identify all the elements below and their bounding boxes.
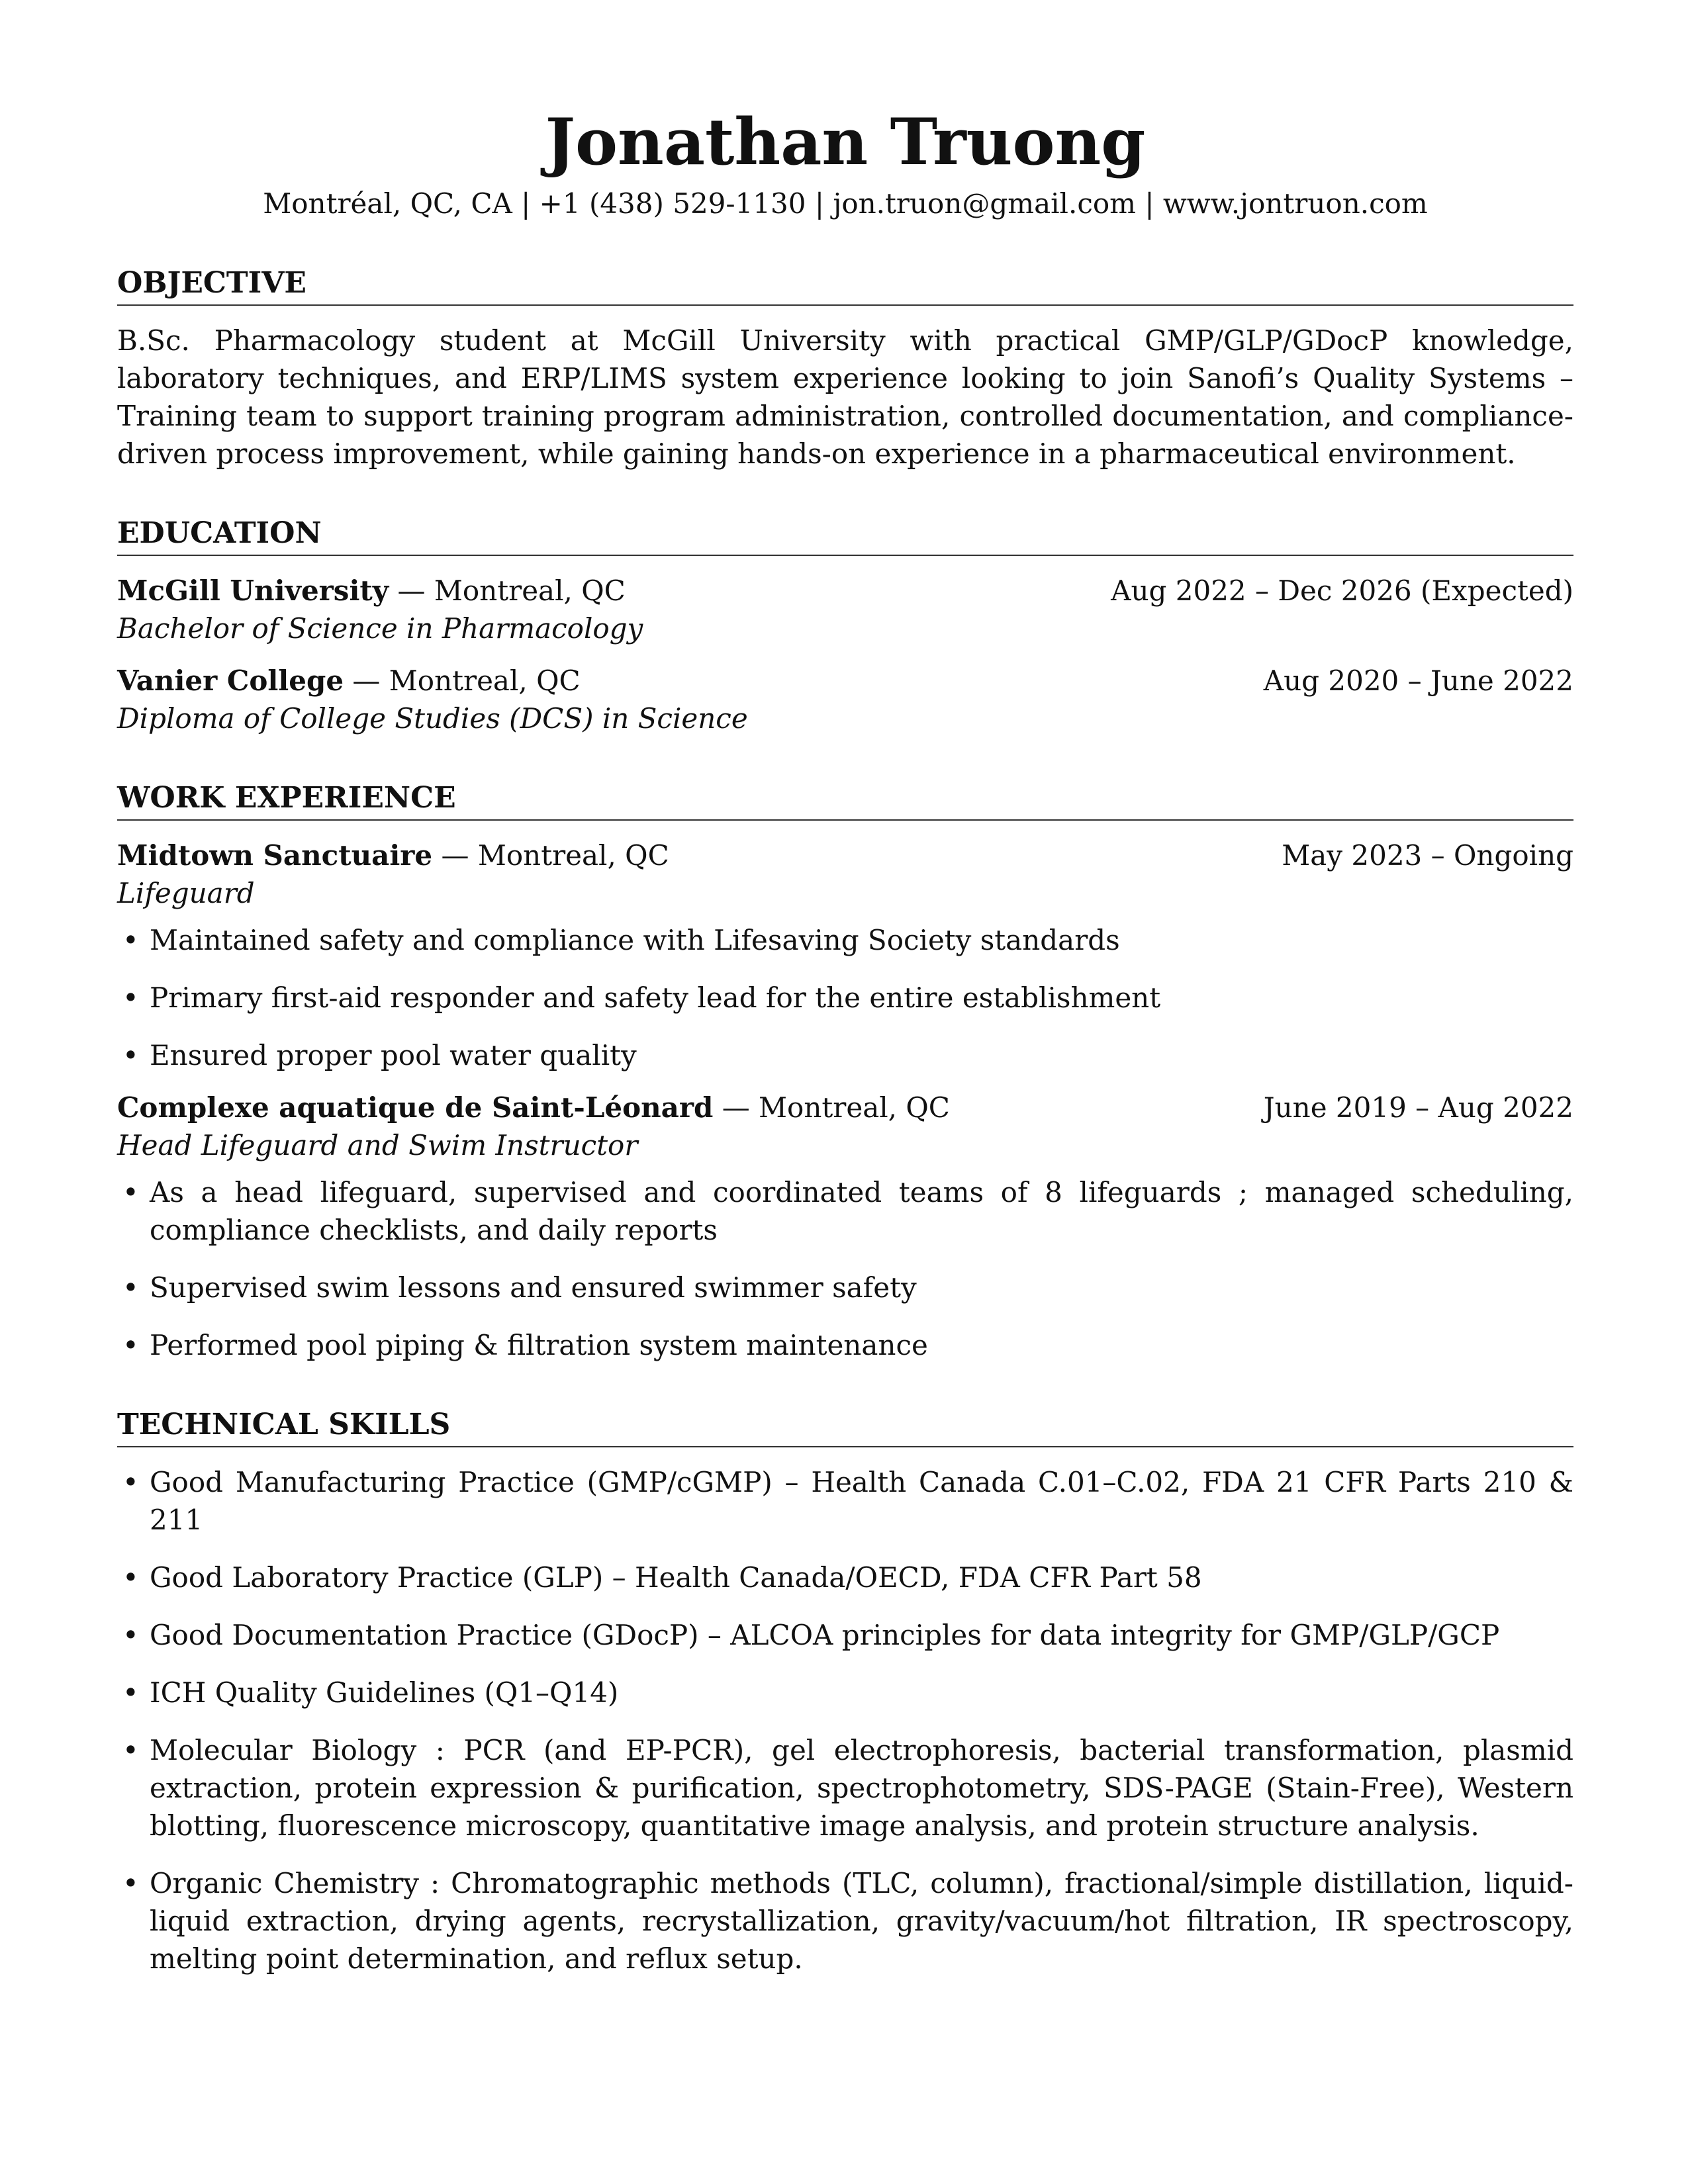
entry-header [117, 662, 1573, 700]
candidate-name: Jonathan Truong [545, 105, 1146, 179]
list-item-text: Good Laboratory Practice (GLP) – Health Canada/OECD, FDA CFR Part 58 [150, 1561, 1202, 1594]
entry-org-line [117, 572, 626, 610]
list-item-text: Performed pool piping & filtration system maintenance [150, 1329, 928, 1361]
list-item [117, 1036, 1573, 1074]
entry-org: McGill University [117, 574, 389, 607]
list-item-text: Supervised swim lessons and ensured swimmer safety [150, 1271, 917, 1304]
entry-header [117, 837, 1573, 874]
list-item-text: As a head lifeguard, supervised and coordinated teams of 8 lifeguards ; managed scheduling, compliance checklists, and daily reports [150, 1176, 1573, 1246]
entry-location: — Montreal, QC [432, 839, 669, 872]
section-title-skills: TECHNICAL SKILLS [117, 1406, 1573, 1447]
objective-section [117, 265, 1573, 473]
list-item [117, 1463, 1573, 1539]
list-item-text: Good Manufacturing Practice (GMP/cGMP) – Health Canada C.01–C.02, FDA 21 CFR Parts 210 & 211 [150, 1466, 1573, 1536]
entry-org-line [117, 837, 669, 874]
bullet-list [117, 921, 1573, 1074]
education-entry-mcgill [117, 572, 1573, 647]
work-entry-midtown [117, 837, 1573, 1074]
work-entry-saint-leonard [117, 1089, 1573, 1364]
entry-role: Lifeguard [117, 877, 255, 909]
list-item [117, 1616, 1573, 1654]
entry-date: Aug 2020 – June 2022 [1263, 664, 1573, 697]
list-item [117, 1173, 1573, 1249]
bullet-icon: • [122, 1619, 139, 1651]
list-item [117, 1731, 1573, 1844]
education-entry-vanier [117, 662, 1573, 737]
bullet-icon: • [122, 1039, 139, 1071]
list-item [117, 921, 1573, 959]
bullet-icon: • [122, 1329, 139, 1361]
list-item-text: Molecular Biology : PCR (and EP-PCR), gel electrophoresis, bacterial transformation, plasmid extraction, protein expression & purification, spectrophotometry, SDS-PAGE (Stain-Free), Western blotting, fluorescence microscopy, quantitative image analysis, and protein structure analysis. [150, 1734, 1573, 1842]
list-item [117, 1864, 1573, 1978]
section-title-work: WORK EXPERIENCE [117, 780, 1573, 821]
bullet-icon: • [122, 1676, 139, 1709]
skills-list [117, 1463, 1573, 1978]
list-item [117, 1326, 1573, 1364]
entry-location: — Montreal, QC [344, 664, 581, 697]
entry-org: Vanier College [117, 664, 344, 697]
bullet-icon: • [122, 1271, 139, 1304]
entry-location: — Montreal, QC [713, 1091, 950, 1124]
bullet-icon: • [122, 981, 139, 1014]
entry-role: Head Lifeguard and Swim Instructor [117, 1129, 638, 1161]
bullet-icon: • [122, 1734, 139, 1766]
bullet-icon: • [122, 1176, 139, 1208]
entry-org: Midtown Sanctuaire [117, 839, 433, 872]
work-section [117, 780, 1573, 1364]
bullet-icon: • [122, 1466, 139, 1498]
section-title-education: EDUCATION [117, 515, 1573, 556]
list-item [117, 1559, 1573, 1596]
list-item-text: Good Documentation Practice (GDocP) – ALCOA principles for data integrity for GMP/GLP/GCP [150, 1619, 1500, 1651]
list-item-text: ICH Quality Guidelines (Q1–Q14) [150, 1676, 619, 1709]
bullet-icon: • [122, 1867, 139, 1899]
entry-org-line [117, 1089, 950, 1126]
bullet-list [117, 1173, 1573, 1364]
resume-page [117, 106, 1573, 1978]
entry-org: Complexe aquatique de Saint-Léonard [117, 1091, 714, 1124]
entry-degree: Bachelor of Science in Pharmacology [117, 612, 643, 645]
list-item [117, 1269, 1573, 1306]
entry-header [117, 1089, 1573, 1126]
education-section [117, 515, 1573, 737]
entry-location: — Montreal, QC [389, 574, 626, 607]
list-item-text: Organic Chemistry : Chromatographic methods (TLC, column), fractional/simple distillation, liquid-liquid extraction, drying agents, recrystallization, gravity/vacuum/hot filtration, IR spectroscopy, melting point determination, and reflux setup. [150, 1867, 1573, 1975]
list-item-text: Maintained safety and compliance with Lifesaving Society standards [150, 924, 1120, 956]
entry-header [117, 572, 1573, 610]
objective-text: B.Sc. Pharmacology student at McGill University with practical GMP/GLP/GDocP knowledge, laboratory techniques, and ERP/LIMS system experience looking to join Sanofi’s Quality Systems – Training team to support training program administration, controlled documentation, and compliance-driven process improvement, while gaining hands-on experience in a pharmaceutical environment. [117, 324, 1573, 470]
skills-section [117, 1406, 1573, 1978]
entry-date: Aug 2022 – Dec 2026 (Expected) [1111, 574, 1573, 607]
list-item [117, 1674, 1573, 1711]
list-item-text: Ensured proper pool water quality [150, 1039, 637, 1071]
contact-line: Montréal, QC, CA | +1 (438) 529-1130 | jon.truon@gmail.com | www.jontruon.com [263, 187, 1428, 220]
bullet-icon: • [122, 1561, 139, 1594]
list-item-text: Primary first-aid responder and safety lead for the entire establishment [150, 981, 1161, 1014]
entry-degree: Diploma of College Studies (DCS) in Science [117, 702, 748, 735]
entry-date: May 2023 – Ongoing [1282, 839, 1573, 872]
list-item [117, 979, 1573, 1017]
section-title-objective: OBJECTIVE [117, 265, 1573, 306]
entry-date: June 2019 – Aug 2022 [1263, 1091, 1573, 1124]
entry-org-line [117, 662, 581, 700]
bullet-icon: • [122, 924, 139, 956]
